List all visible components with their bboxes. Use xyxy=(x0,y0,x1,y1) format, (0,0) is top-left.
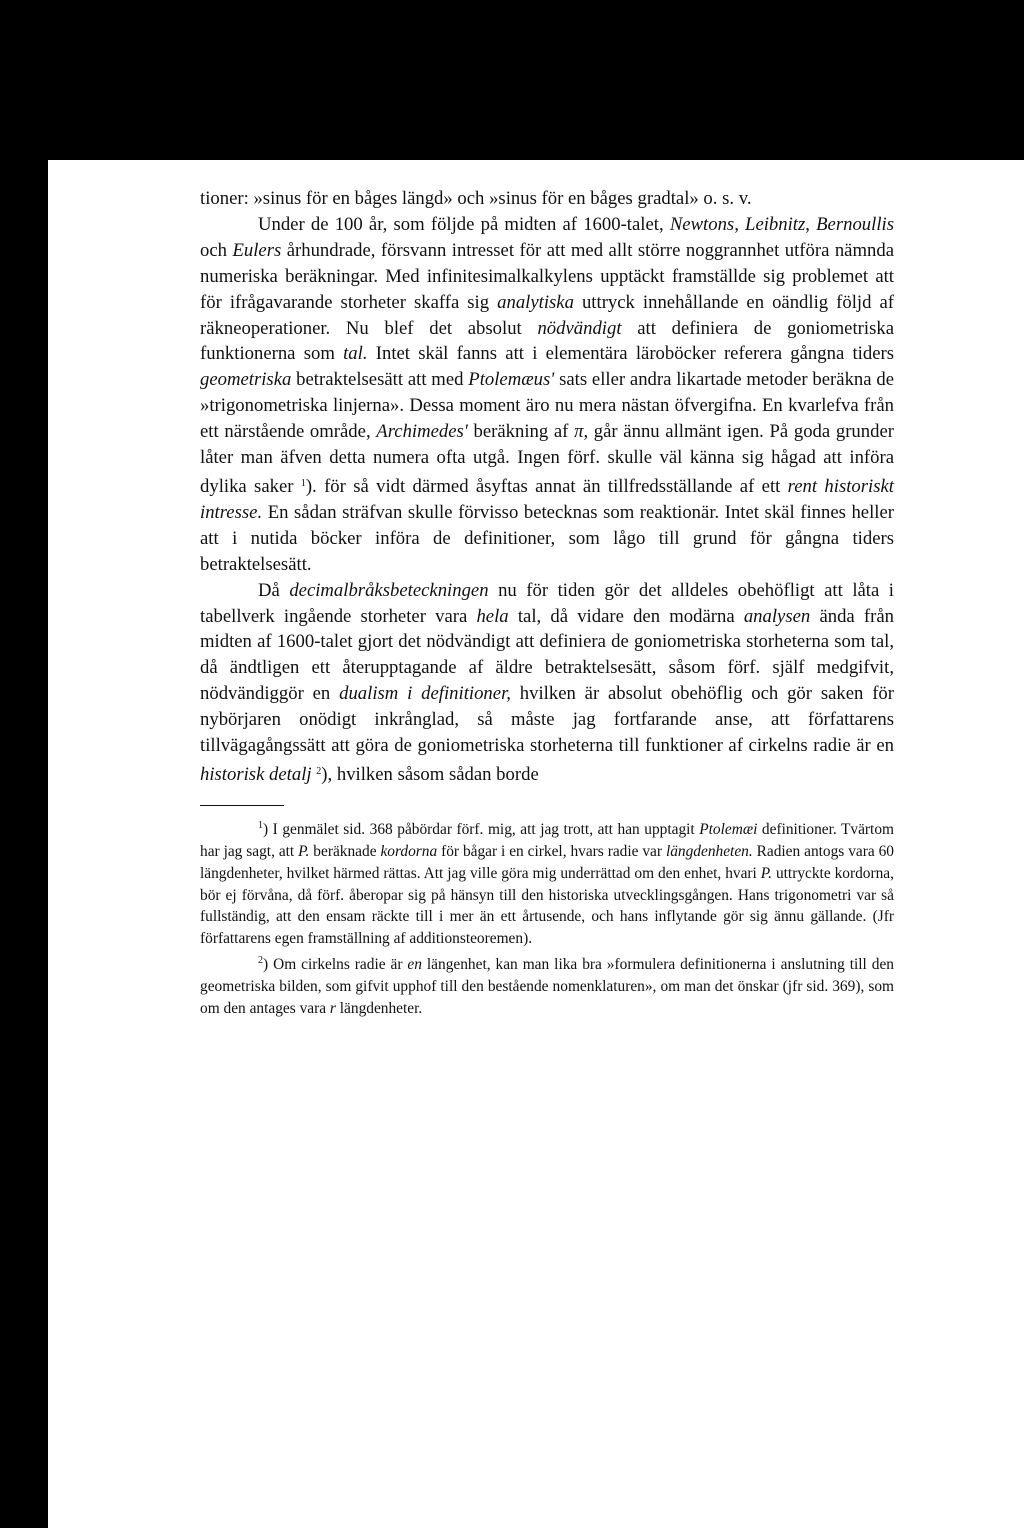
italic-text: analytiska xyxy=(497,291,574,313)
footnote xyxy=(200,950,894,1020)
text-run: En sådan sträfvan skulle förvisso betecknas som reaktionär. Intet skäl finnes heller att i nutida böcker införa de definitioner, som lågo till grund för gångna tiders betraktelsesätt. xyxy=(200,501,894,575)
italic-text: dualism i definitioner, xyxy=(339,683,511,705)
text-run: definitioner. Tvärtom har jag sagt, att xyxy=(200,820,894,860)
text-run: ). för så vidt därmed åsyftas annat än tillfredsställande af ett xyxy=(305,475,788,497)
document-page xyxy=(200,186,894,1020)
text-run: uttryck innehållande en oändlig följd af räkneoperationer. Nu blef det absolut xyxy=(200,291,894,339)
text-run: , går ännu allmänt igen. På goda grunder låter man äfven detta numera ofta utgå. Ingen förf. skulle väl känna sig hågad att införa dylika saker xyxy=(200,421,894,497)
text-run: nu för tiden gör det alldeles obehöfligt att låta i tabellverk ingående storheter vara xyxy=(200,579,894,627)
text-run: ) Om cirkelns radie är xyxy=(263,956,408,974)
footnote-marker: 1 xyxy=(300,477,306,489)
text-run: och xyxy=(200,239,233,261)
text-run: Då xyxy=(258,579,290,601)
text-run: ända från midten af 1600-talet gjort det nödvändigt att definiera de goniometriska storheterna som tal, då ändtligen ett återupptagande af äldre betraktelsesätt, såsom förf. själf medgifvit, nödvändiggör en xyxy=(200,605,894,705)
italic-text: historisk detalj xyxy=(200,763,312,785)
paragraph xyxy=(200,186,894,212)
paragraph xyxy=(200,578,894,788)
text-run: uttryckte kordorna, bör ej förvåna, då förf. åberopar sig på hänsyn till den historiska utvecklingsgången. Hans trigonometri var så fullständig, att den ensam räckte till i mer än ett årtusende, och hans inflytande gör sig ännu gällande. (Jfr författarens egen framställning af additionsteoremen). xyxy=(200,864,894,948)
italic-text: Archimedes' xyxy=(376,421,468,443)
italic-text: rent historiskt intresse. xyxy=(200,475,894,523)
italic-text: längdenheten. xyxy=(665,842,753,860)
italic-text: decimalbråksbeteckningen xyxy=(289,579,489,601)
italic-text: analysen xyxy=(743,605,811,627)
text-run: betraktelsesätt att med xyxy=(291,369,469,391)
text-run: längdenheter. xyxy=(335,1000,423,1018)
text-run: ) I genmälet sid. 368 påbördar förf. mig, att jag trott, att han upptagit xyxy=(263,820,700,838)
italic-text: Bernoullis xyxy=(816,213,895,235)
main-text xyxy=(200,186,894,788)
text-run: ), hvilken såsom sådan borde xyxy=(321,763,539,785)
scan-edge-line xyxy=(40,160,48,1528)
footnote-rule xyxy=(200,805,284,806)
text-run: århundrade, försvann intresset för att med allt större noggrannhet utföra nämnda numeriska beräkningar. Med infinitesimalkalkylens upptäckt framställde sig problemet att för ifrågavarande storheter skaffa sig xyxy=(200,239,894,313)
text-run: längenhet, kan man lika bra »formulera definitionerna i anslutning till den geometriska bilden, som gifvit upphof till den bestående nomenklaturen», om man det önskar (jfr sid. 369), som om den antages vara xyxy=(200,956,894,1018)
footnote-marker: 1 xyxy=(258,819,263,831)
italic-text: r xyxy=(329,1000,336,1018)
italic-text: geometriska xyxy=(200,369,292,391)
text-run: sats eller andra likartade metoder beräkna de »trigonometriska linjerna». Dessa moment äro nu mera nästan öfvergifna. En kvarlefva från ett närstående område, xyxy=(200,369,894,443)
text-run: för bågar i en cirkel, hvars radie var xyxy=(437,842,666,860)
text-run: hvilken är absolut obehöflig och gör saken för nybörjaren onödigt inkrånglad, så måste jag fortfarande anse, att författarens tillvägagångssätt att göra de goniometriska storheterna till funktioner af cirkelns radie är en xyxy=(200,683,895,757)
italic-text: en xyxy=(407,956,422,974)
italic-text: Ptolemæi xyxy=(699,820,758,838)
italic-text: P. xyxy=(760,864,773,882)
footnote-marker: 2 xyxy=(258,955,263,967)
italic-text: tal. xyxy=(343,343,368,365)
text-run: Intet skäl fanns att i elementära läroböcker referera gångna tiders xyxy=(367,343,894,365)
footnotes xyxy=(200,815,894,1020)
italic-text: π xyxy=(574,421,584,443)
text-run: Under de 100 år, som följde på midten af 1600-talet, xyxy=(258,213,670,235)
footnote xyxy=(200,815,894,950)
paragraph xyxy=(200,212,894,578)
text-run: tal, då vidare den modärna xyxy=(508,605,744,627)
text-run: beräknade xyxy=(309,842,381,860)
text-run: Radien antogs vara 60 längdenheter, hvilket härmed rättas. Att jag ville göra mig underrättad om den enhet, hvari xyxy=(200,842,894,882)
italic-text: P. xyxy=(298,842,310,860)
italic-text: Ptolemæus' xyxy=(468,369,555,391)
italic-text: kordorna xyxy=(380,842,438,860)
text-run: , xyxy=(805,213,817,235)
text-run: att definiera de goniometriska funktionerna som xyxy=(200,317,894,365)
italic-text: nödvändigt xyxy=(537,317,622,339)
italic-text: Eulers xyxy=(232,239,282,261)
italic-text: hela xyxy=(476,605,509,627)
scan-edge-line xyxy=(28,0,31,120)
text-run: beräkning af xyxy=(467,421,575,443)
italic-text: Newtons, Leibnitz xyxy=(669,213,806,235)
text-run: tioner: »sinus för en båges längd» och »sinus för en båges gradtal» o. s. v. xyxy=(200,188,752,209)
footnote-marker: 2 xyxy=(316,765,322,777)
